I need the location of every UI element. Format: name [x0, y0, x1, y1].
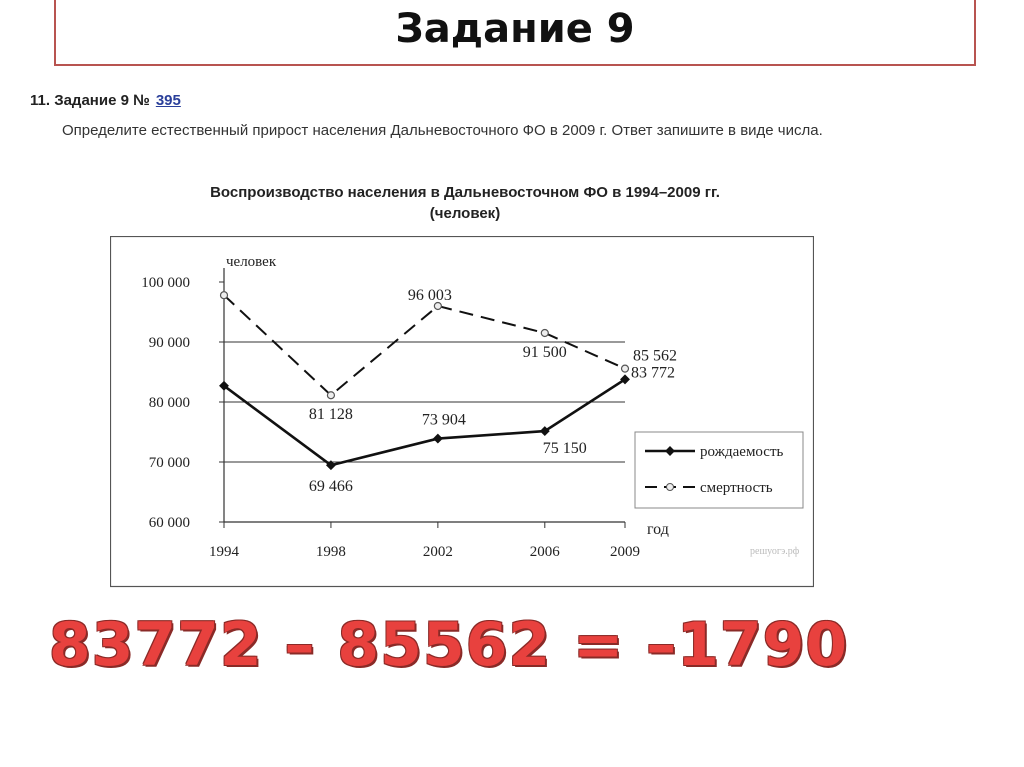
y-axis-label: человек: [226, 254, 277, 270]
chart-title-line1: Воспроизводство населения в Дальневосточном ФО в 1994–2009 гг.: [210, 184, 720, 201]
x-tick-label-1: 1998: [315, 544, 346, 560]
population-chart: [110, 236, 814, 588]
x-axis-label: год: [647, 521, 669, 538]
title-box: [54, 0, 976, 66]
data-label-смертность-2009: 85 562: [633, 347, 677, 365]
point-смертность-2009: [622, 365, 629, 372]
x-tick-label-3: 2006: [529, 544, 560, 560]
data-label-смертность-1998: 81 128: [308, 406, 353, 424]
y-tick-label-4: 100 000: [141, 275, 190, 291]
answer-formula: 83772 – 85562 = –1790: [48, 610, 849, 680]
task-question: Определите естественный прирост населения Дальневосточного ФО в 2009 г. Ответ запишите в виде числа.: [62, 122, 823, 139]
legend-label-смертность: смертность: [700, 480, 773, 496]
chart-legend: [635, 432, 803, 508]
legend-marker-смертность: [667, 484, 674, 491]
y-tick-label-3: 90 000: [148, 335, 190, 351]
legend-label-рождаемость: рождаемость: [700, 444, 784, 460]
watermark: решуогэ.рф: [750, 546, 800, 557]
data-label-рождаемость-1998: 69 466: [308, 478, 353, 496]
x-tick-label-2: 2002: [422, 544, 453, 560]
point-смертность-1994: [221, 292, 228, 299]
chart-title-line2: (человек): [429, 205, 501, 222]
y-tick-label-2: 80 000: [148, 395, 190, 411]
data-label-рождаемость-2002: 73 904: [421, 411, 466, 429]
slide-title: Задание 9: [395, 6, 635, 52]
data-label-рождаемость-2009: 83 772: [631, 364, 675, 382]
point-смертность-1998: [327, 392, 334, 399]
x-tick-label-4: 2009: [610, 544, 640, 560]
data-label-рождаемость-2006: 75 150: [542, 440, 587, 458]
task-number: 11. Задание 9 №: [30, 92, 150, 109]
task-link[interactable]: 395: [155, 92, 181, 109]
data-label-смертность-2006: 91 500: [522, 344, 567, 361]
y-tick-label-1: 70 000: [148, 455, 190, 471]
y-tick-label-0: 60 000: [148, 515, 190, 531]
x-tick-label-0: 1994: [209, 544, 239, 560]
point-смертность-2006: [541, 330, 548, 337]
chart-title: [110, 182, 820, 224]
data-label-смертность-2002: 96 003: [407, 286, 452, 304]
task-header: [30, 92, 181, 109]
